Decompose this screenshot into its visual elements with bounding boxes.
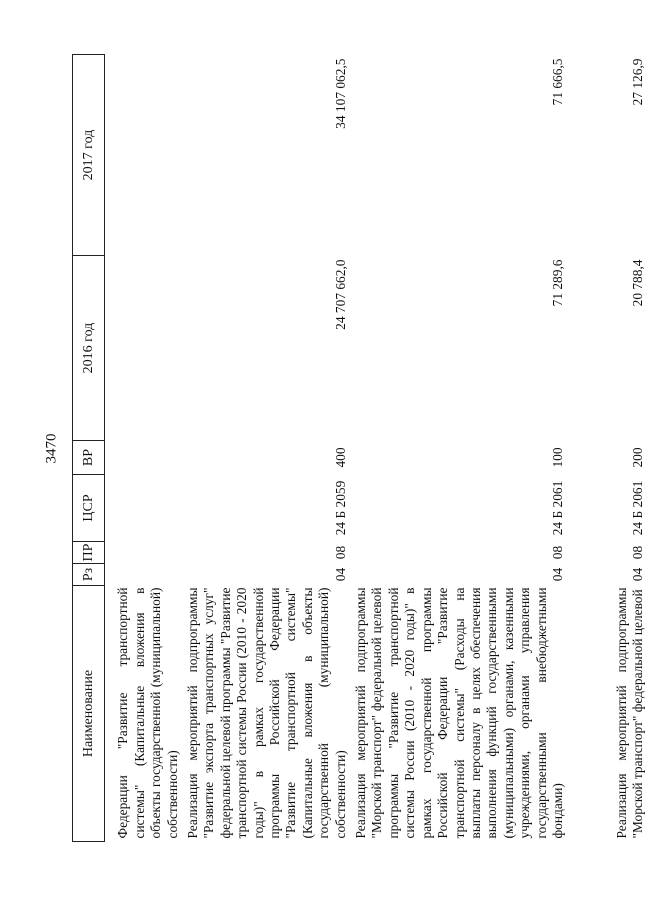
row-name: Федерации "Развитие транспортной системы" (Капитальные вложения в объекты государственной (муниципальной) собственности) xyxy=(115,587,180,839)
table-header-row xyxy=(73,55,105,842)
header-pr: ПР xyxy=(73,542,105,564)
row-csr xyxy=(105,475,186,542)
page-number: 3470 xyxy=(43,433,60,464)
row-2017 xyxy=(105,55,186,256)
row-rz: 04 xyxy=(332,567,348,582)
row-rz xyxy=(105,564,186,586)
row-name: Реализация мероприятий подпрограммы "Морской транспорт" федеральной целевой программы "Развитие транспортной системы России (2010 - 2020 годы)" в рамках государственной программы Российской Федерации "Развитие транспортной системы" (Расходы на выплаты персоналу в целях обеспечения выполнения функций государственными (муниципальными) органами, казенными учреждениями, органами управления государственными внебюджетными фондами) xyxy=(353,587,565,839)
row-pr xyxy=(105,542,186,564)
row-vr: 200 xyxy=(629,447,645,468)
row-rz: 04 xyxy=(629,567,645,582)
row-2017: 27 126,9 xyxy=(629,58,645,106)
table-row xyxy=(105,55,186,842)
row-name: Реализация мероприятий подпрограммы "Развитие экспорта транспортных услуг" федеральной целевой программы "Развитие транспортной системы России (2010 - 2020 годы)" в рамках государственной программы Российской Федерации "Развитие транспортной системы" (Капитальные вложения в объекты государственной (муниципальной) собственности) xyxy=(185,587,348,839)
row-vr: 400 xyxy=(332,447,348,468)
row-csr: 24 Б 2061 xyxy=(549,480,565,536)
header-name: Наименование xyxy=(73,586,105,842)
header-2017: 2017 год xyxy=(73,55,105,256)
row-vr: 100 xyxy=(549,447,565,468)
row-csr: 24 Б 2059 xyxy=(332,480,348,536)
table-row xyxy=(185,55,353,842)
header-csr: ЦСР xyxy=(73,475,105,542)
header-vr: ВР xyxy=(73,441,105,475)
row-pr: 08 xyxy=(549,545,565,560)
row-2016: 24 707 662,0 xyxy=(332,259,348,330)
budget-table xyxy=(72,54,650,842)
header-2016: 2016 год xyxy=(73,256,105,441)
row-2017: 71 666,5 xyxy=(549,58,565,106)
row-2016: 20 788,4 xyxy=(629,259,645,307)
header-rz: Рз xyxy=(73,564,105,586)
row-rz: 04 xyxy=(549,567,565,582)
table-row xyxy=(353,55,570,842)
row-name: Реализация мероприятий подпрограммы "Морской транспорт" федеральной целевой xyxy=(613,587,645,839)
row-csr: 24 Б 2061 xyxy=(629,480,645,536)
row-pr: 08 xyxy=(332,545,348,560)
row-pr: 08 xyxy=(629,545,645,560)
rotated-page-content xyxy=(72,55,645,842)
row-vr xyxy=(105,441,186,475)
table-row xyxy=(570,55,650,842)
row-2016: 71 289,6 xyxy=(549,259,565,307)
row-2016 xyxy=(105,256,186,441)
row-2017: 34 107 062,5 xyxy=(332,58,348,129)
